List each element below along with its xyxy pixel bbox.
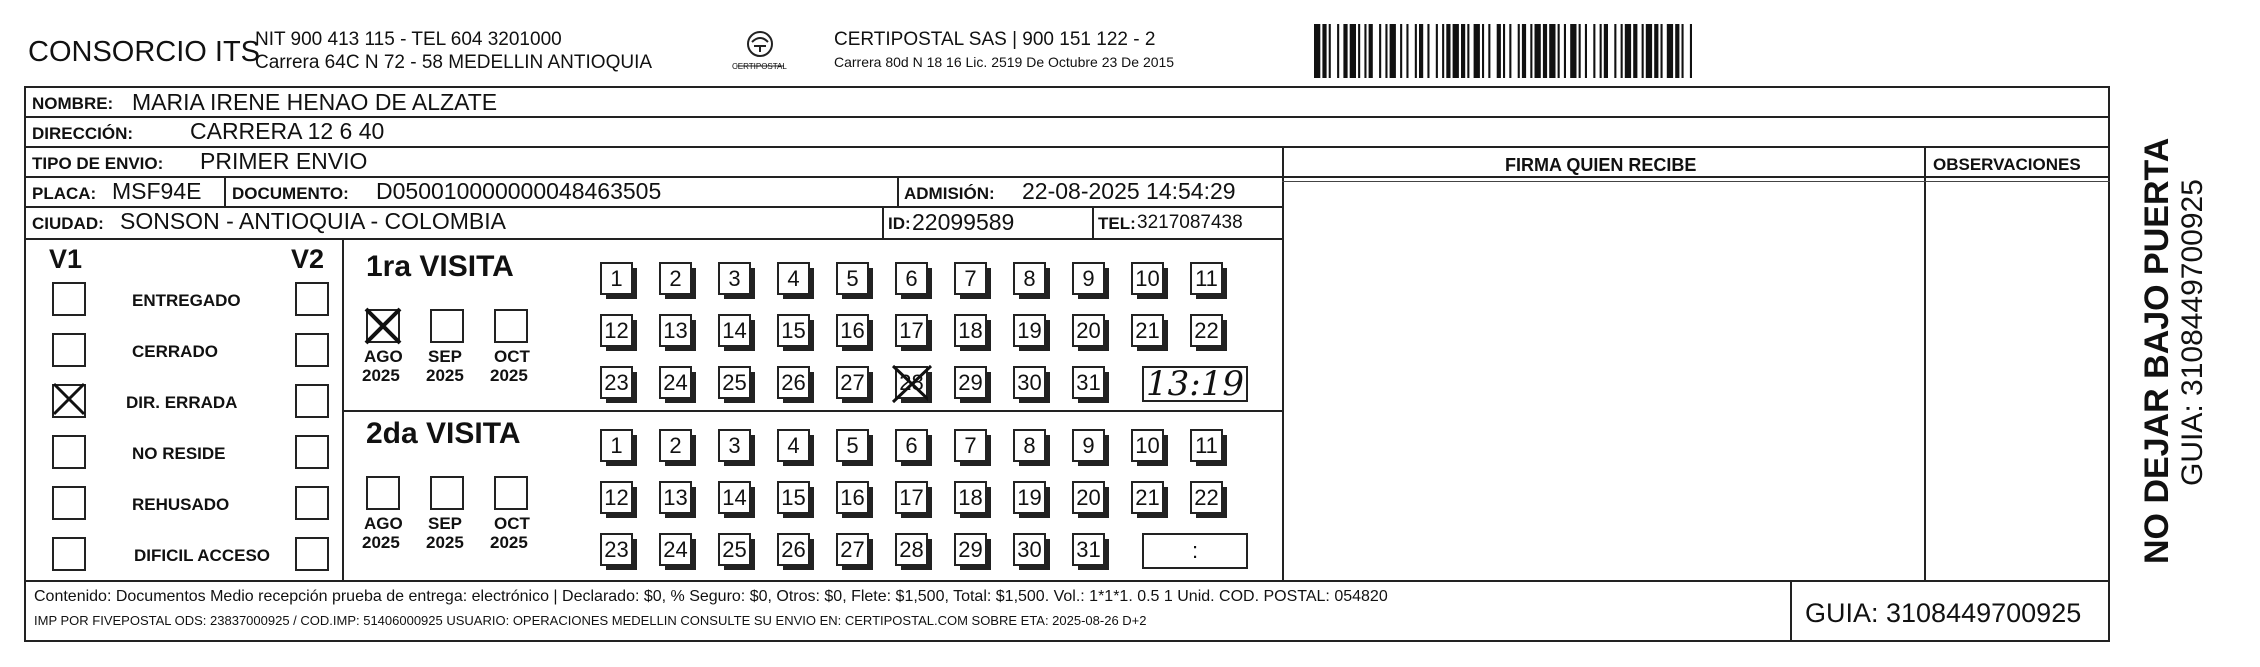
barcode-bar <box>1364 24 1366 78</box>
certipostal-info: CERTIPOSTAL SAS | 900 151 122 - 2 <box>834 29 1156 50</box>
day-box[interactable] <box>895 481 928 514</box>
month-label: AGO <box>364 514 403 533</box>
barcode-bar <box>1667 24 1673 78</box>
tipo-envio-value: PRIMER ENVIO <box>200 148 368 174</box>
day-box[interactable] <box>718 533 751 566</box>
day-number: 10 <box>1135 432 1160 458</box>
day-number: 8 <box>1023 265 1036 291</box>
day-number: 26 <box>781 369 806 395</box>
day-number: 28 <box>899 369 924 395</box>
day-box[interactable] <box>895 429 928 462</box>
month-checkbox[interactable] <box>494 476 528 510</box>
day-box[interactable] <box>777 314 810 347</box>
day-number: 26 <box>781 536 806 562</box>
documento-label: DOCUMENTO: <box>232 184 349 203</box>
tel-value: 3217087438 <box>1137 212 1243 233</box>
barcode-bar <box>1518 24 1520 78</box>
day-number: 7 <box>964 432 977 458</box>
day-box[interactable] <box>895 314 928 347</box>
day-box[interactable] <box>659 314 692 347</box>
day-box[interactable] <box>1072 314 1105 347</box>
day-box[interactable] <box>1131 262 1164 295</box>
documento-value: D050010000000048463505 <box>376 178 662 204</box>
day-box[interactable] <box>895 533 928 566</box>
time-value: : <box>1191 538 1199 563</box>
day-box[interactable] <box>1190 262 1223 295</box>
barcode-bar <box>1600 24 1602 78</box>
barcode-bar <box>1604 24 1608 78</box>
status-option-label: ENTREGADO <box>132 291 241 310</box>
day-number: 11 <box>1195 432 1218 458</box>
month-checkbox[interactable] <box>430 476 464 510</box>
month-checkbox[interactable] <box>366 309 400 343</box>
day-box[interactable] <box>777 533 810 566</box>
day-box[interactable] <box>718 429 751 462</box>
day-number: 24 <box>663 369 688 395</box>
barcode-bar <box>1633 24 1637 78</box>
barcode-bar <box>1350 24 1356 78</box>
status-v2-checkbox[interactable] <box>295 486 329 520</box>
status-v1-checkbox[interactable] <box>52 333 86 367</box>
day-number: 6 <box>905 265 918 291</box>
barcode-bar <box>1570 24 1576 78</box>
barcode-bar <box>1482 24 1484 78</box>
day-box[interactable] <box>836 366 869 399</box>
day-number: 31 <box>1076 536 1101 562</box>
day-box[interactable] <box>954 533 987 566</box>
day-number: 22 <box>1194 317 1219 343</box>
barcode-bar <box>1329 24 1331 78</box>
barcode-bar <box>1549 24 1555 78</box>
day-box[interactable] <box>659 481 692 514</box>
barcode-bar <box>1322 24 1326 78</box>
day-box[interactable] <box>836 314 869 347</box>
day-number: 2 <box>669 432 682 458</box>
month-label: OCT <box>494 347 530 366</box>
day-number: 3 <box>728 265 741 291</box>
barcode-bar <box>1474 24 1480 78</box>
footer-print-info: IMP POR FIVEPOSTAL ODS: 23837000925 / COD.IMP: 51406000925 USUARIO: OPERACIONES MEDELLIN CONSULTE SU ENVIO EN: CERTIPOSTAL.COM SOBRE ETA: 2025-08-26 D+2 <box>34 613 1147 628</box>
admision-label: ADMISIÓN: <box>904 184 995 203</box>
barcode-bar <box>1625 24 1631 78</box>
barcode-bar <box>1453 24 1459 78</box>
nombre-value: MARIA IRENE HENAO DE ALZATE <box>132 89 498 115</box>
day-number: 16 <box>840 484 865 510</box>
barcode-bar <box>1461 24 1465 78</box>
status-v1-checkbox[interactable] <box>52 537 86 571</box>
status-option-label: NO RESIDE <box>132 444 226 463</box>
no-dejar-bajo-puerta: NO DEJAR BAJO PUERTA <box>2138 137 2176 564</box>
status-v2-checkbox[interactable] <box>295 537 329 571</box>
status-v1-checkbox[interactable] <box>52 486 86 520</box>
day-box[interactable] <box>600 314 633 347</box>
day-box[interactable] <box>836 262 869 295</box>
ciudad-label: CIUDAD: <box>32 214 104 233</box>
day-number: 19 <box>1017 317 1042 343</box>
day-box[interactable] <box>600 262 633 295</box>
day-number: 23 <box>604 369 629 395</box>
day-box[interactable] <box>777 366 810 399</box>
year-label: 2025 <box>362 533 400 552</box>
day-box[interactable] <box>1013 533 1046 566</box>
admision-value: 22-08-2025 14:54:29 <box>1022 178 1236 204</box>
barcode-bar <box>1427 24 1429 78</box>
barcode-bar <box>1642 24 1644 78</box>
barcode-bar <box>1343 24 1347 78</box>
day-box[interactable] <box>895 262 928 295</box>
barcode <box>1314 24 1950 78</box>
status-option-label: REHUSADO <box>132 495 230 514</box>
month-checkbox[interactable] <box>494 309 528 343</box>
company-address: Carrera 64C N 72 - 58 MEDELLIN ANTIOQUIA <box>255 52 653 73</box>
day-box[interactable] <box>954 314 987 347</box>
day-number: 3 <box>728 432 741 458</box>
month-checkbox[interactable] <box>366 476 400 510</box>
day-box[interactable] <box>1072 366 1105 399</box>
barcode-bar <box>1488 24 1490 78</box>
barcode-bar <box>1337 24 1339 78</box>
day-number: 14 <box>722 317 747 343</box>
month-label: OCT <box>494 514 530 533</box>
day-number: 23 <box>604 536 629 562</box>
day-number: 10 <box>1135 265 1160 291</box>
day-number: 1 <box>610 265 623 291</box>
month-label: SEP <box>428 347 463 366</box>
day-number: 21 <box>1135 317 1160 343</box>
barcode-bar <box>1314 24 1320 78</box>
day-number: 9 <box>1082 432 1095 458</box>
day-box[interactable] <box>1072 481 1105 514</box>
day-number: 29 <box>958 369 983 395</box>
day-number: 27 <box>840 536 865 562</box>
company-name: CONSORCIO ITS <box>28 36 261 68</box>
day-number: 8 <box>1023 432 1036 458</box>
day-number: 12 <box>604 317 629 343</box>
barcode-bar <box>1509 24 1511 78</box>
day-number: 4 <box>787 265 800 291</box>
day-box[interactable] <box>1072 262 1105 295</box>
barcode-bar <box>1400 24 1402 78</box>
day-box[interactable] <box>954 262 987 295</box>
day-box[interactable] <box>1013 481 1046 514</box>
status-option-label: DIR. ERRADA <box>126 393 238 412</box>
day-x-mark <box>889 362 935 406</box>
day-box[interactable] <box>895 366 928 399</box>
v2-label: V2 <box>291 244 325 274</box>
day-box[interactable] <box>600 429 633 462</box>
day-number: 25 <box>722 536 747 562</box>
status-v2-checkbox[interactable] <box>295 333 329 367</box>
day-box[interactable] <box>954 429 987 462</box>
company-nit: NIT 900 413 115 - TEL 604 3201000 <box>255 29 562 50</box>
day-number: 20 <box>1076 317 1101 343</box>
tel-label: TEL: <box>1098 214 1136 233</box>
year-label: 2025 <box>426 533 464 552</box>
barcode-bar <box>1690 24 1692 78</box>
year-label: 2025 <box>426 366 464 385</box>
status-option-label: DIFICIL ACCESO <box>134 546 271 565</box>
day-number: 15 <box>781 484 806 510</box>
barcode-bar <box>1530 24 1532 78</box>
day-number: 31 <box>1076 369 1101 395</box>
day-number: 1 <box>610 432 623 458</box>
year-label: 2025 <box>490 366 528 385</box>
footer-guia: GUIA: 3108449700925 <box>1805 598 2082 628</box>
day-box[interactable] <box>600 366 633 399</box>
day-number: 15 <box>781 317 806 343</box>
day-box[interactable] <box>1131 429 1164 462</box>
day-number: 24 <box>663 536 688 562</box>
barcode-bar <box>1646 24 1652 78</box>
day-box[interactable] <box>659 262 692 295</box>
barcode-bar <box>1385 24 1387 78</box>
day-number: 14 <box>722 484 747 510</box>
day-box[interactable] <box>1190 429 1223 462</box>
day-number: 16 <box>840 317 865 343</box>
direccion-value: CARRERA 12 6 40 <box>190 118 385 144</box>
barcode-bar <box>1415 24 1417 78</box>
day-box[interactable] <box>1013 366 1046 399</box>
day-box[interactable] <box>1190 481 1223 514</box>
side-vertical-block <box>2110 86 2260 642</box>
day-number: 22 <box>1194 484 1219 510</box>
status-v2-checkbox[interactable] <box>295 384 329 418</box>
day-box[interactable] <box>659 366 692 399</box>
barcode-bar <box>1390 24 1396 78</box>
day-number: 17 <box>899 484 924 510</box>
barcode-bar <box>1593 24 1595 78</box>
barcode-bar <box>1621 24 1623 78</box>
day-box[interactable] <box>836 533 869 566</box>
month-label: SEP <box>428 514 463 533</box>
day-box[interactable] <box>1072 429 1105 462</box>
barcode-bar <box>1467 24 1469 78</box>
day-number: 29 <box>958 536 983 562</box>
day-number: 4 <box>787 432 800 458</box>
barcode-bar <box>1675 24 1679 78</box>
day-box[interactable] <box>1190 314 1223 347</box>
logo-text: CERTIPOSTAL <box>732 62 787 71</box>
status-v1-checkbox[interactable] <box>52 282 86 316</box>
status-v1-checkbox[interactable] <box>52 435 86 469</box>
barcode-bar <box>1446 24 1450 78</box>
firma-header: FIRMA QUIEN RECIBE <box>1505 155 1697 175</box>
day-box[interactable] <box>777 429 810 462</box>
id-label: ID: <box>888 214 911 233</box>
day-number: 25 <box>722 369 747 395</box>
visit-title: 2da VISITA <box>366 417 521 450</box>
barcode-bar <box>1579 24 1581 78</box>
year-label: 2025 <box>362 366 400 385</box>
status-v2-checkbox[interactable] <box>295 282 329 316</box>
day-box[interactable] <box>954 366 987 399</box>
barcode-bar <box>1614 24 1616 78</box>
nombre-label: NOMBRE: <box>32 94 114 113</box>
day-box[interactable] <box>718 314 751 347</box>
barcode-bar <box>1436 24 1438 78</box>
day-number: 9 <box>1082 265 1095 291</box>
ciudad-value: SONSON - ANTIOQUIA - COLOMBIA <box>120 208 506 234</box>
time-box[interactable] <box>1142 533 1248 569</box>
barcode-bar <box>1654 24 1658 78</box>
day-box[interactable] <box>836 429 869 462</box>
day-number: 5 <box>846 432 859 458</box>
day-box[interactable] <box>659 429 692 462</box>
day-box[interactable] <box>954 481 987 514</box>
tipo-envio-label: TIPO DE ENVIO: <box>32 154 164 173</box>
day-box[interactable] <box>718 481 751 514</box>
day-number: 11 <box>1195 265 1218 291</box>
time-value: 13:19 <box>1146 364 1244 404</box>
day-number: 21 <box>1135 484 1160 510</box>
day-number: 7 <box>964 265 977 291</box>
day-number: 13 <box>663 484 688 510</box>
time-box[interactable] <box>1142 366 1248 402</box>
day-box[interactable] <box>1131 481 1164 514</box>
check-x-mark <box>50 380 88 418</box>
day-box[interactable] <box>1131 314 1164 347</box>
certipostal-license: Carrera 80d N 18 16 Lic. 2519 De Octubre 23 De 2015 <box>834 54 1175 70</box>
day-number: 19 <box>1017 484 1042 510</box>
id-value: 22099589 <box>912 209 1015 235</box>
v1-label: V1 <box>49 244 83 274</box>
day-number: 13 <box>663 317 688 343</box>
barcode-bar <box>1379 24 1381 78</box>
day-box[interactable] <box>718 262 751 295</box>
year-label: 2025 <box>490 533 528 552</box>
month-checkbox[interactable] <box>430 309 464 343</box>
status-v1-checkbox[interactable] <box>52 384 86 418</box>
barcode-bar <box>1497 24 1501 78</box>
day-number: 27 <box>840 369 865 395</box>
day-box[interactable] <box>659 533 692 566</box>
day-box[interactable] <box>600 533 633 566</box>
day-number: 6 <box>905 432 918 458</box>
day-number: 2 <box>669 265 682 291</box>
barcode-bar <box>1522 24 1526 78</box>
barcode-bar <box>1358 24 1360 78</box>
day-number: 5 <box>846 265 859 291</box>
day-box[interactable] <box>836 481 869 514</box>
day-box[interactable] <box>777 262 810 295</box>
day-number: 18 <box>958 317 983 343</box>
barcode-bar <box>1419 24 1423 78</box>
day-box[interactable] <box>718 366 751 399</box>
side-guia: GUIA: 3108449700925 <box>2176 179 2209 486</box>
day-box[interactable] <box>1013 314 1046 347</box>
observaciones-header: OBSERVACIONES <box>1933 155 2081 174</box>
barcode-bar <box>1661 24 1663 78</box>
day-box[interactable] <box>1013 262 1046 295</box>
day-box[interactable] <box>777 481 810 514</box>
day-box[interactable] <box>1013 429 1046 462</box>
day-number: 30 <box>1017 536 1042 562</box>
day-box[interactable] <box>1072 533 1105 566</box>
barcode-bar <box>1682 24 1684 78</box>
barcode-bar <box>1406 24 1408 78</box>
day-number: 12 <box>604 484 629 510</box>
day-number: 18 <box>958 484 983 510</box>
barcode-bar <box>1543 24 1547 78</box>
day-number: 17 <box>899 317 924 343</box>
footer-contents: Contenido: Documentos Medio recepción prueba de entrega: electrónico | Declarado: $0, % Seguro: $0, Otros: $0, Flete: $1,500, Total: $1,500. Vol.: 1*1*1. 0.5 1 Unid. COD. POSTAL: 054820 <box>34 588 1388 605</box>
certipostal-logo <box>730 30 790 78</box>
status-v2-checkbox[interactable] <box>295 435 329 469</box>
placa-label: PLACA: <box>32 184 97 203</box>
status-option-label: CERRADO <box>132 342 218 361</box>
barcode-bar <box>1585 24 1587 78</box>
direccion-label: DIRECCIÓN: <box>32 124 134 143</box>
barcode-bar <box>1503 24 1505 78</box>
month-label: AGO <box>364 347 403 366</box>
placa-value: MSF94E <box>112 178 202 204</box>
visit-title: 1ra VISITA <box>366 250 514 283</box>
barcode-bar <box>1442 24 1444 78</box>
day-number: 20 <box>1076 484 1101 510</box>
check-x-mark <box>364 307 404 347</box>
barcode-bar <box>1558 24 1560 78</box>
barcode-bar <box>1535 24 1541 78</box>
barcode-bar <box>1564 24 1566 78</box>
day-number: 30 <box>1017 369 1042 395</box>
day-box[interactable] <box>600 481 633 514</box>
day-number: 28 <box>899 536 924 562</box>
barcode-bar <box>1369 24 1373 78</box>
